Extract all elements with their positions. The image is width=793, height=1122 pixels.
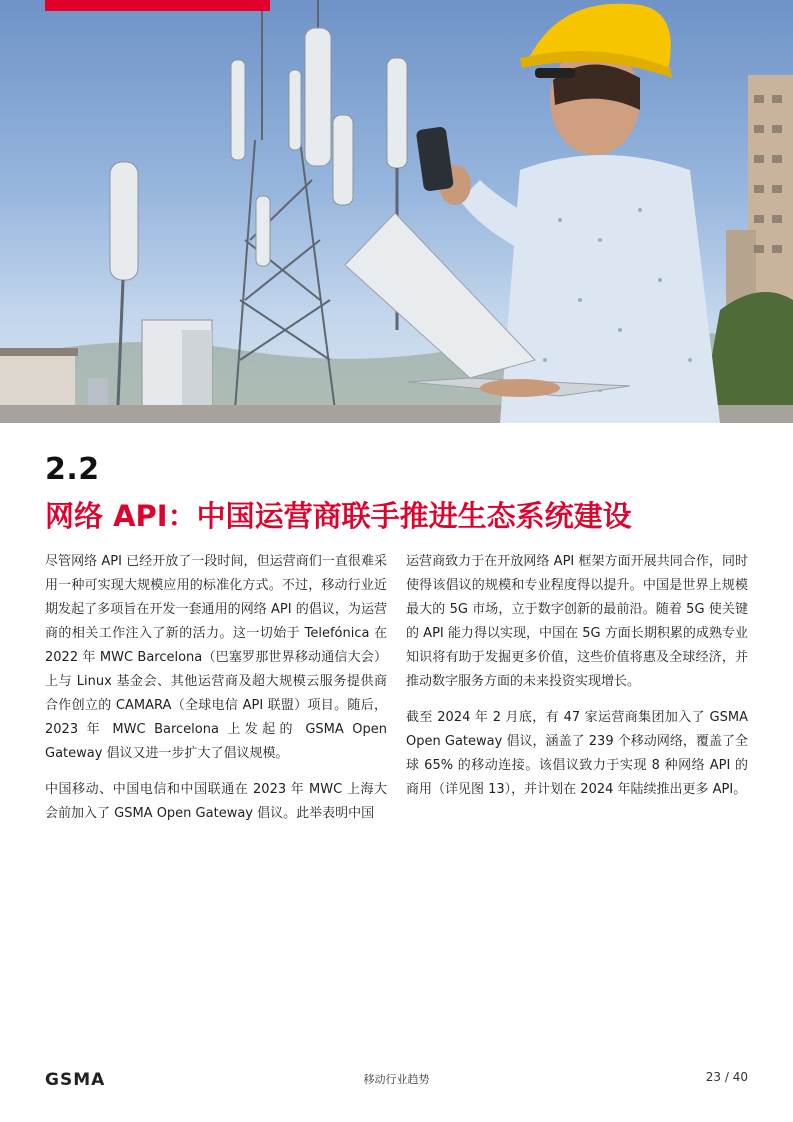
accent-bar	[45, 0, 270, 11]
body-column-right	[406, 550, 748, 814]
section-title: 网络 API：中国运营商联手推进生态系统建设	[45, 499, 632, 533]
paragraph: 尽管网络 API 已经开放了一段时间，但运营商们一直很难采用一种可实现大规模应用的标准化方式。不过，移动行业近期发起了多项旨在开发一套通用的网络 API 的倡议，为运营商的相关工作注入了新的活力。这一切始于 Telefónica 在 2022 年 MWC Barcelona（巴塞罗那世界移动通信大会）上与 Linux 基金会、其他运营商及超大规模云服务提供商合作创立的 CAMARA（全球电信 API 联盟）项目。随后，2023 年 MWC Barcelona 上发起的 GSMA Open Gateway 倡议又进一步扩大了倡议规模。	[45, 554, 387, 761]
paragraph: 运营商致力于在开放网络 API 框架方面开展共同合作，同时使得该倡议的规模和专业程度得以提升。中国是世界上规模最大的 5G 市场，立于数字创新的最前沿。随着 5G 使关键的 API 能力得以实现，中国在 5G 方面长期积累的成熟专业知识将有助于发掘更多价值，这些价值将惠及全球经济，并推动数字服务方面的未来投资实现增长。	[406, 554, 748, 689]
report-title: 移动行业趋势	[363, 1073, 430, 1086]
section-number: 2.2	[45, 452, 100, 487]
gsma-logo: GSMA	[45, 1070, 106, 1090]
body-column-left	[45, 550, 387, 838]
page-number: 23 / 40	[705, 1070, 748, 1084]
paragraph: 中国移动、中国电信和中国联通在 2023 年 MWC 上海大会前加入了 GSMA Open Gateway 倡议。此举表明中国	[45, 782, 387, 821]
paragraph: 截至 2024 年 2 月底，有 47 家运营商集团加入了 GSMA Open Gateway 倡议，涵盖了 239 个移动网络，覆盖了全球 65% 的移动连接。该倡议致力于实现 8 种网络 API 的商用（详见图 13），并计划在 2024 年陆续推出更多 API。	[406, 710, 748, 797]
hero-photo-illustration	[0, 0, 793, 423]
hero-photo	[0, 0, 793, 423]
